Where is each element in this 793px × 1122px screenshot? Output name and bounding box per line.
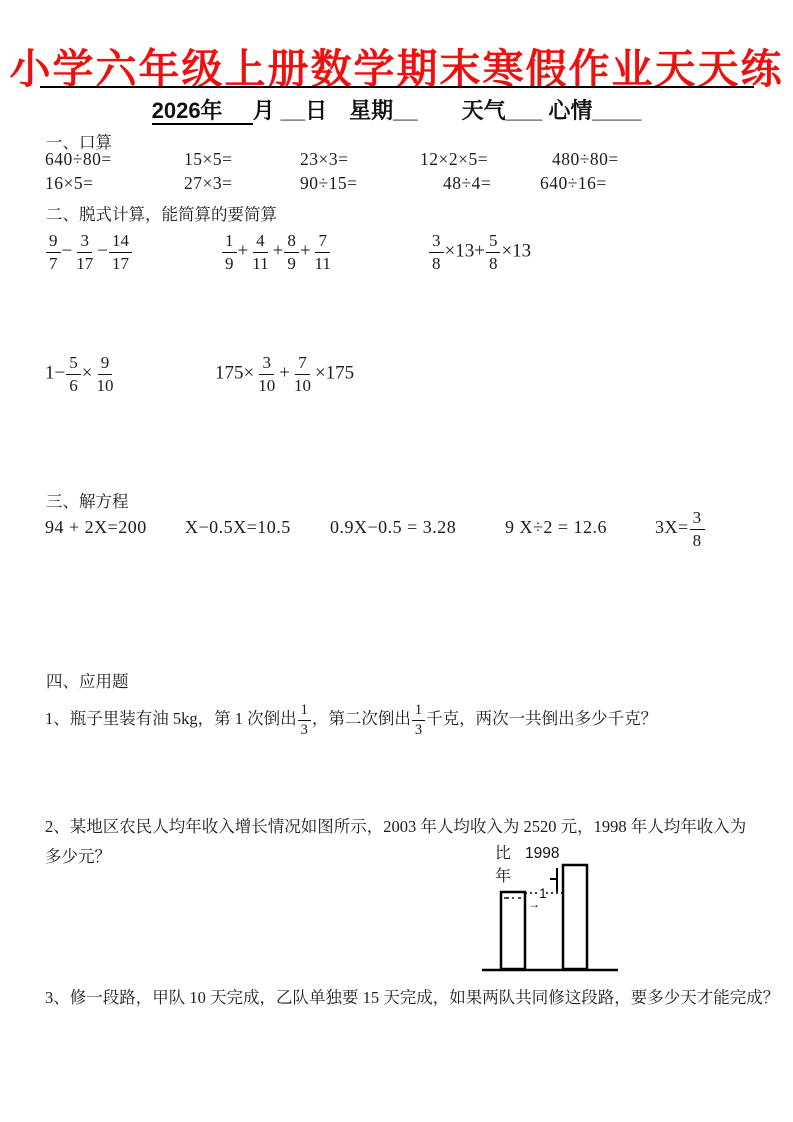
oral-item: 15×5= [184,149,233,169]
section-heading-oral: 一、口算 [46,133,112,152]
stepwise-expr-1: $\frac{9}{7}$ − $\frac{3}{17}$ − $\frac{14}{17}$ [45,231,133,273]
fraction: $\frac{14}{17}$ [109,231,132,273]
fraction: $\frac{1}{9}$ [222,231,237,273]
oral-item: 23×3= [300,149,349,169]
stepwise-expr-3: $\frac{3}{8}$ ×13+ $\frac{5}{8}$ ×13 [428,231,531,273]
date-year: 2026年 [152,98,253,125]
equation-item-4: 9 X÷2 = 12.6 [505,517,608,537]
equation-item-5: 3X= $\frac{3}{8}$ [655,508,706,550]
equation-item-1: 94 + 2X=200 [45,517,147,537]
section-heading-applications: 四、应用题 [46,672,129,691]
application-problem-3: 3、修一段路，甲队 10 天完成，乙队单独要 15 天完成，如果两队共同修这段路，要多少天才能完成？ [45,988,780,1007]
fraction: $\frac{4}{11}$ [252,231,269,273]
income-diagram [478,838,626,976]
stepwise-expr-4: 1− $\frac{5}{6}$ × $\frac{9}{10}$ [45,353,117,395]
section-heading-equations: 三、解方程 [46,492,129,511]
oral-item: 480÷80= [552,149,619,169]
equation-item-3: 0.9X−0.5 = 3.28 [330,517,457,537]
date-line [0,94,793,125]
fraction: $\frac{8}{9}$ [284,231,299,273]
fraction: $\frac{3}{10}$ [258,353,276,395]
fraction: $\frac{1}{3}$ [298,702,311,738]
section-heading-stepwise: 二、脱式计算，能简算的要简算 [46,205,277,224]
oral-item: 48÷4= [443,173,492,193]
fraction: $\frac{3}{17}$ [76,231,94,273]
oral-item: 27×3= [184,173,233,193]
bar-1998 [501,892,525,969]
oral-item: 640÷16= [540,173,607,193]
diagram-label-nian: 年 [495,868,512,885]
stepwise-expr-5: 175× $\frac{3}{10}$ + $\frac{7}{10}$ ×175 [215,353,355,395]
bar-2003 [563,865,587,969]
oral-item: 640÷80= [45,149,112,169]
oral-item: 12×2×5= [420,149,489,169]
date-blanks: 月 __日 星期__ 天气___ 心情____ [252,98,642,123]
diff-value-label: 1 [539,885,547,901]
fraction: $\frac{7}{11}$ [314,231,331,273]
diagram-label-bi: 比 [495,845,512,862]
fraction: $\frac{7}{10}$ [293,353,311,395]
fraction: $\frac{5}{6}$ [66,353,81,395]
fraction: $\frac{5}{8}$ [486,231,501,273]
fraction: $\frac{3}{8}$ [429,231,444,273]
oral-item: 90÷15= [300,173,358,193]
page-title: 小学六年级上册数学期末寒假作业天天练 [9,46,784,92]
fraction: $\frac{1}{3}$ [412,702,425,738]
fraction: $\frac{3}{8}$ [690,508,705,550]
fraction: $\frac{9}{10}$ [96,353,114,395]
application-problem-1: 1、瓶子里装有油 5kg，第 1 次倒出 $\frac{1}{3}$ ，第二次倒出 $\frac{1}{3}$ 千克，两次一共倒出多少千克？ [45,702,658,738]
equation-item-2: X−0.5X=10.5 [185,517,291,537]
diff-bracket-icon [550,868,557,892]
application-problem-2: 2、某地区农民人均年收入增长情况如图所示，2003 年人均收入为 2520 元，1998 年人均年收入为多少元？ [45,817,747,866]
oral-item: 16×5= [45,173,94,193]
diagram-label-1998: 1998 [525,845,560,862]
fraction: $\frac{9}{7}$ [46,231,61,273]
stepwise-expr-2: $\frac{1}{9}$ + $\frac{4}{11}$ + $\frac{8}{9}$ + $\frac{7}{11}$ [221,231,335,273]
arrow-icon: → [528,897,540,911]
title-underline-rule [40,86,754,88]
